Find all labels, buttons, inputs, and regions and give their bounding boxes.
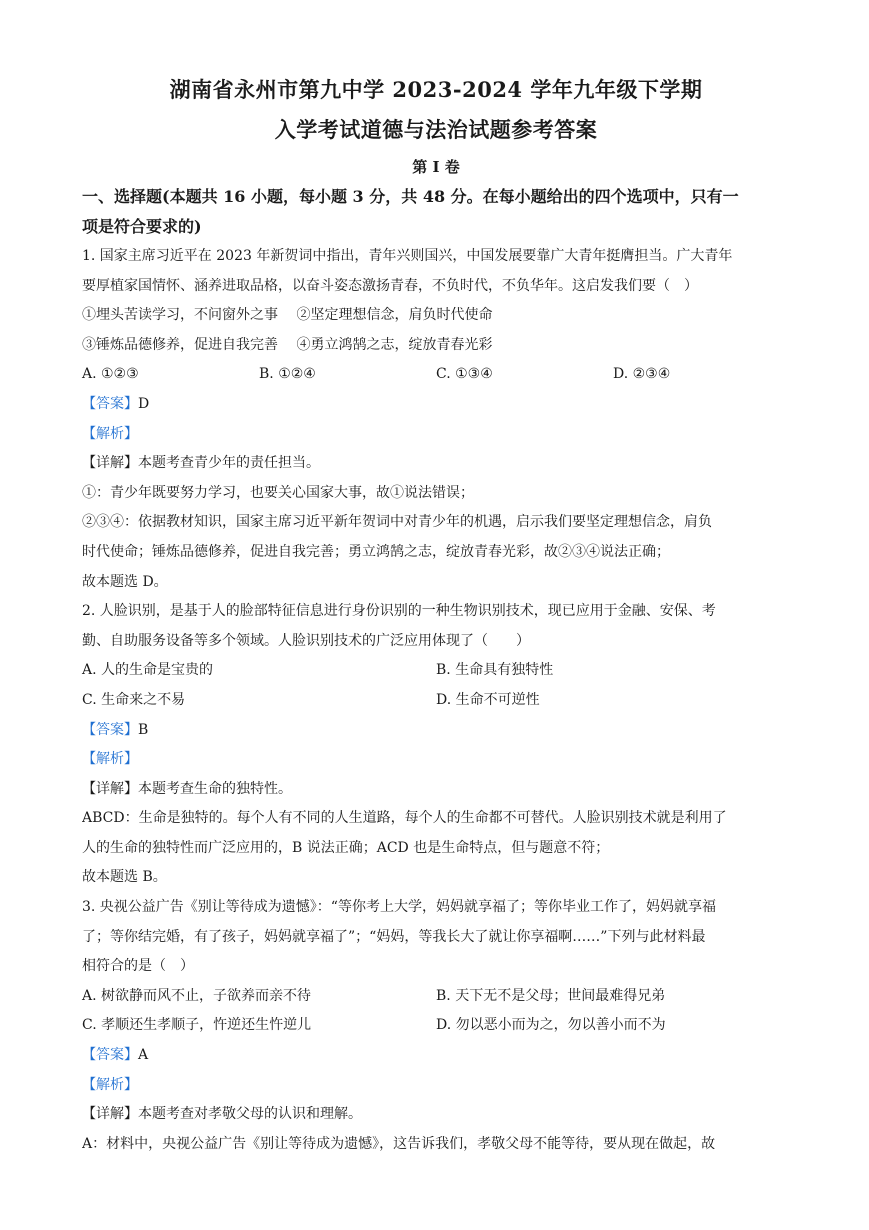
option-c: C. 孝顺还生孝顺子，忤逆还生忤逆儿 [82, 1017, 312, 1034]
analysis-tag: 【解析】 [82, 751, 138, 768]
analysis-tag: 【解析】 [82, 425, 138, 442]
option-d: D. ②③④ [613, 366, 671, 383]
explanation-line: 故本题选 D。 [82, 573, 168, 590]
document-title-line-1: 湖南省永州市第九中学 2023-2024 学年九年级下学期 [169, 77, 703, 102]
question-options [82, 360, 790, 390]
answer-value: B [138, 721, 149, 738]
section-heading-line-2: 项是符合要求的) [82, 217, 202, 236]
detail-line [82, 775, 790, 805]
answer-tag: 【答案】 [82, 721, 138, 738]
document-page [82, 70, 790, 1159]
explanation-line: ①：青少年既要努力学习，也要关心国家大事，故①说法错误； [82, 484, 474, 501]
question-options [82, 656, 790, 715]
question-stem-line: 3. 央视公益广告《别让等待成为遗憾》：“等你考上大学，妈妈就享福了；等你毕业工作了，妈妈就享福 [82, 899, 716, 916]
option-c: C. 生命来之不易 [82, 691, 186, 708]
question-stem-line: ①埋头苦读学习，不问窗外之事 ②坚定理想信念，肩负时代使命 [82, 307, 493, 324]
question-3 [82, 893, 790, 1159]
detail-line [82, 1100, 790, 1130]
analysis-line [82, 745, 790, 775]
explanation-line: 人的生命的独特性而广泛应用的，B 说法正确；ACD 也是生命特点，但与题意不符； [82, 839, 610, 856]
question-stem-line: 勤、自助服务设备等多个领域。人脸识别技术的广泛应用体现了（ ） [82, 632, 530, 649]
option-a: A. 人的生命是宝贵的 [82, 662, 214, 679]
option-b: B. 天下无不是父母；世间最难得兄弟 [436, 987, 666, 1004]
answer-line [82, 716, 790, 746]
detail-text: 本题考查对孝敬父母的认识和理解。 [138, 1106, 362, 1123]
option-a: A. ①②③ [82, 366, 139, 383]
question-stem-line: 1. 国家主席习近平在 2023 年新贺词中指出，青年兴则国兴，中国发展要靠广大青年挺膺担当。广大青年 [82, 248, 733, 264]
detail-tag: 【详解】 [82, 780, 138, 797]
option-d: D. 勿以恶小而为之，勿以善小而不为 [436, 1017, 666, 1034]
analysis-line [82, 1071, 790, 1101]
explanation-line: 故本题选 B。 [82, 869, 167, 886]
option-b: B. ①②④ [259, 366, 316, 383]
answer-tag: 【答案】 [82, 395, 138, 412]
analysis-line [82, 420, 790, 450]
detail-line [82, 449, 790, 479]
answer-tag: 【答案】 [82, 1047, 138, 1064]
question-stem-line: ③锤炼品德修养，促进自我完善 ④勇立鸿鹄之志，绽放青春光彩 [82, 336, 493, 353]
option-d: D. 生命不可逆性 [436, 691, 540, 708]
volume-label: 第 I 卷 [412, 158, 460, 176]
analysis-tag: 【解析】 [82, 1076, 138, 1093]
answer-value: D [138, 395, 150, 412]
question-stem-line: 了；等你结完婚，有了孩子，妈妈就享福了”；“妈妈，等我长大了就让你享福啊……”下列与此材料最 [82, 928, 706, 945]
explanation-line: 时代使命；锤炼品德修养，促进自我完善；勇立鸿鹄之志，绽放青春光彩，故②③④说法正确； [82, 543, 670, 560]
question-options [82, 982, 790, 1041]
answer-line [82, 390, 790, 420]
question-stem-line: 2. 人脸识别，是基于人的脸部特征信息进行身份识别的一种生物识别技术，现已应用于金融、安保、考 [82, 603, 716, 620]
question-2 [82, 597, 790, 893]
detail-text: 本题考查生命的独特性。 [138, 780, 292, 797]
explanation-line: A：材料中，央视公益广告《别让等待成为遗憾》，这告诉我们，孝敬父母不能等待，要从现在做起，故 [82, 1135, 716, 1152]
question-stem-line: 相符合的是（ ） [82, 958, 194, 975]
answer-line [82, 1041, 790, 1071]
detail-tag: 【详解】 [82, 455, 138, 472]
option-a: A. 树欲静而风不止，子欲养而亲不待 [82, 987, 312, 1004]
detail-tag: 【详解】 [82, 1106, 138, 1123]
section-heading-line-1: 一、选择题(本题共 16 小题，每小题 3 分，共 48 分。在每小题给出的四个选项中，只有一 [82, 187, 739, 206]
document-title-line-2: 入学考试道德与法治试题参考答案 [274, 117, 598, 142]
explanation-line: ②③④：依据教材知识，国家主席习近平新年贺词中对青少年的机遇，启示我们要坚定理想信念，肩负 [82, 514, 712, 531]
question-1 [82, 242, 790, 597]
question-stem-line: 要厚植家国情怀、涵养进取品格，以奋斗姿态激扬青春，不负时代，不负华年。这启发我们要（ ） [82, 277, 698, 294]
explanation-line: ABCD：生命是独特的。每个人有不同的人生道路，每个人的生命都不可替代。人脸识别技术就是利用了 [82, 810, 727, 827]
option-c: C. ①③④ [436, 366, 493, 383]
option-b: B. 生命具有独特性 [436, 662, 554, 679]
answer-value: A [138, 1047, 149, 1064]
detail-text: 本题考查青少年的责任担当。 [138, 455, 320, 472]
